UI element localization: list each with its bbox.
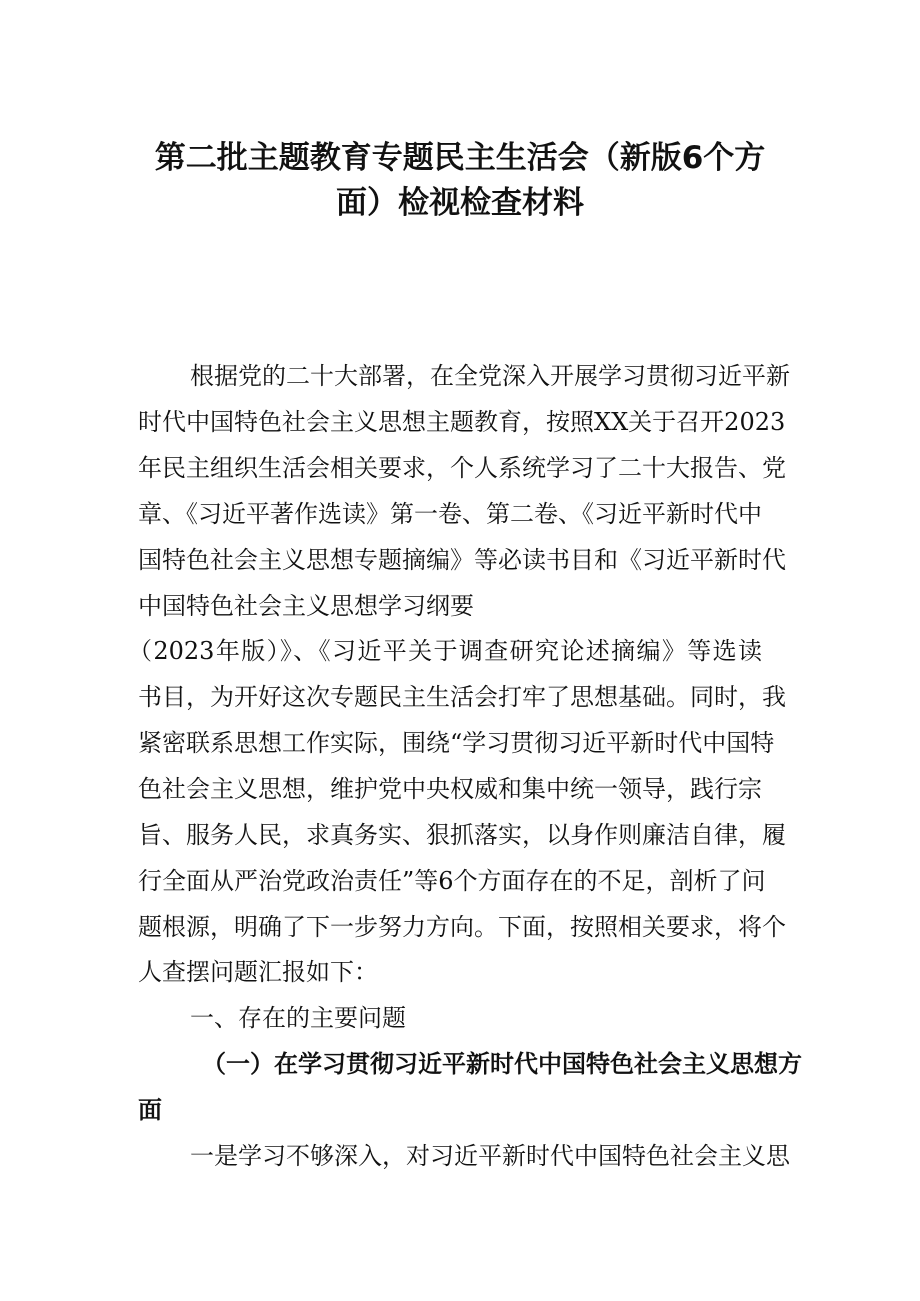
document-title-line-2: 面）检视检查材料 <box>336 185 584 221</box>
intro-line: 时代中国特色社会主义思想主题教育，按照XX关于召开2023 <box>138 408 786 436</box>
subsection-heading-line-2: 面 <box>138 1096 162 1124</box>
intro-line: 行全面从严治党政治责任”等6个方面存在的不足，剖析了问 <box>138 867 766 895</box>
intro-line: 中国特色社会主义思想学习纲要 <box>138 592 474 620</box>
intro-line: 人查摆问题汇报如下： <box>138 958 378 986</box>
document-title-line-1: 第二批主题教育专题民主生活会（新版6个方 <box>154 140 766 176</box>
intro-line: （2023年版）》、《习近平关于调查研究论述摘编》等选读 <box>128 637 762 665</box>
intro-line: 书目，为开好这次专题民主生活会打牢了思想基础。同时，我 <box>138 683 786 711</box>
intro-line: 色社会主义思想，维护党中央权威和集中统一领导，践行宗 <box>138 775 762 803</box>
paragraph-first-line: 一是学习不够深入，对习近平新时代中国特色社会主义思 <box>190 1142 790 1170</box>
section-heading: 一、存在的主要问题 <box>190 1004 406 1032</box>
subsection-heading-line-1: （一）在学习贯彻习近平新时代中国特色社会主义思想方 <box>202 1050 802 1078</box>
intro-line: 章、《习近平著作选读》第一卷、第二卷、《习近平新时代中 <box>138 500 762 528</box>
intro-line: 旨、服务人民，求真务实、狠抓落实，以身作则廉洁自律，履 <box>138 821 786 849</box>
intro-line: 国特色社会主义思想专题摘编》等必读书目和《习近平新时代 <box>138 546 786 574</box>
intro-line: 紧密联系思想工作实际，围绕“学习贯彻习近平新时代中国特 <box>138 729 775 757</box>
intro-line: 题根源，明确了下一步努力方向。下面，按照相关要求，将个 <box>138 913 786 941</box>
intro-line: 根据党的二十大部署，在全党深入开展学习贯彻习近平新 <box>190 362 790 390</box>
intro-line: 年民主组织生活会相关要求，个人系统学习了二十大报告、党 <box>138 454 786 482</box>
